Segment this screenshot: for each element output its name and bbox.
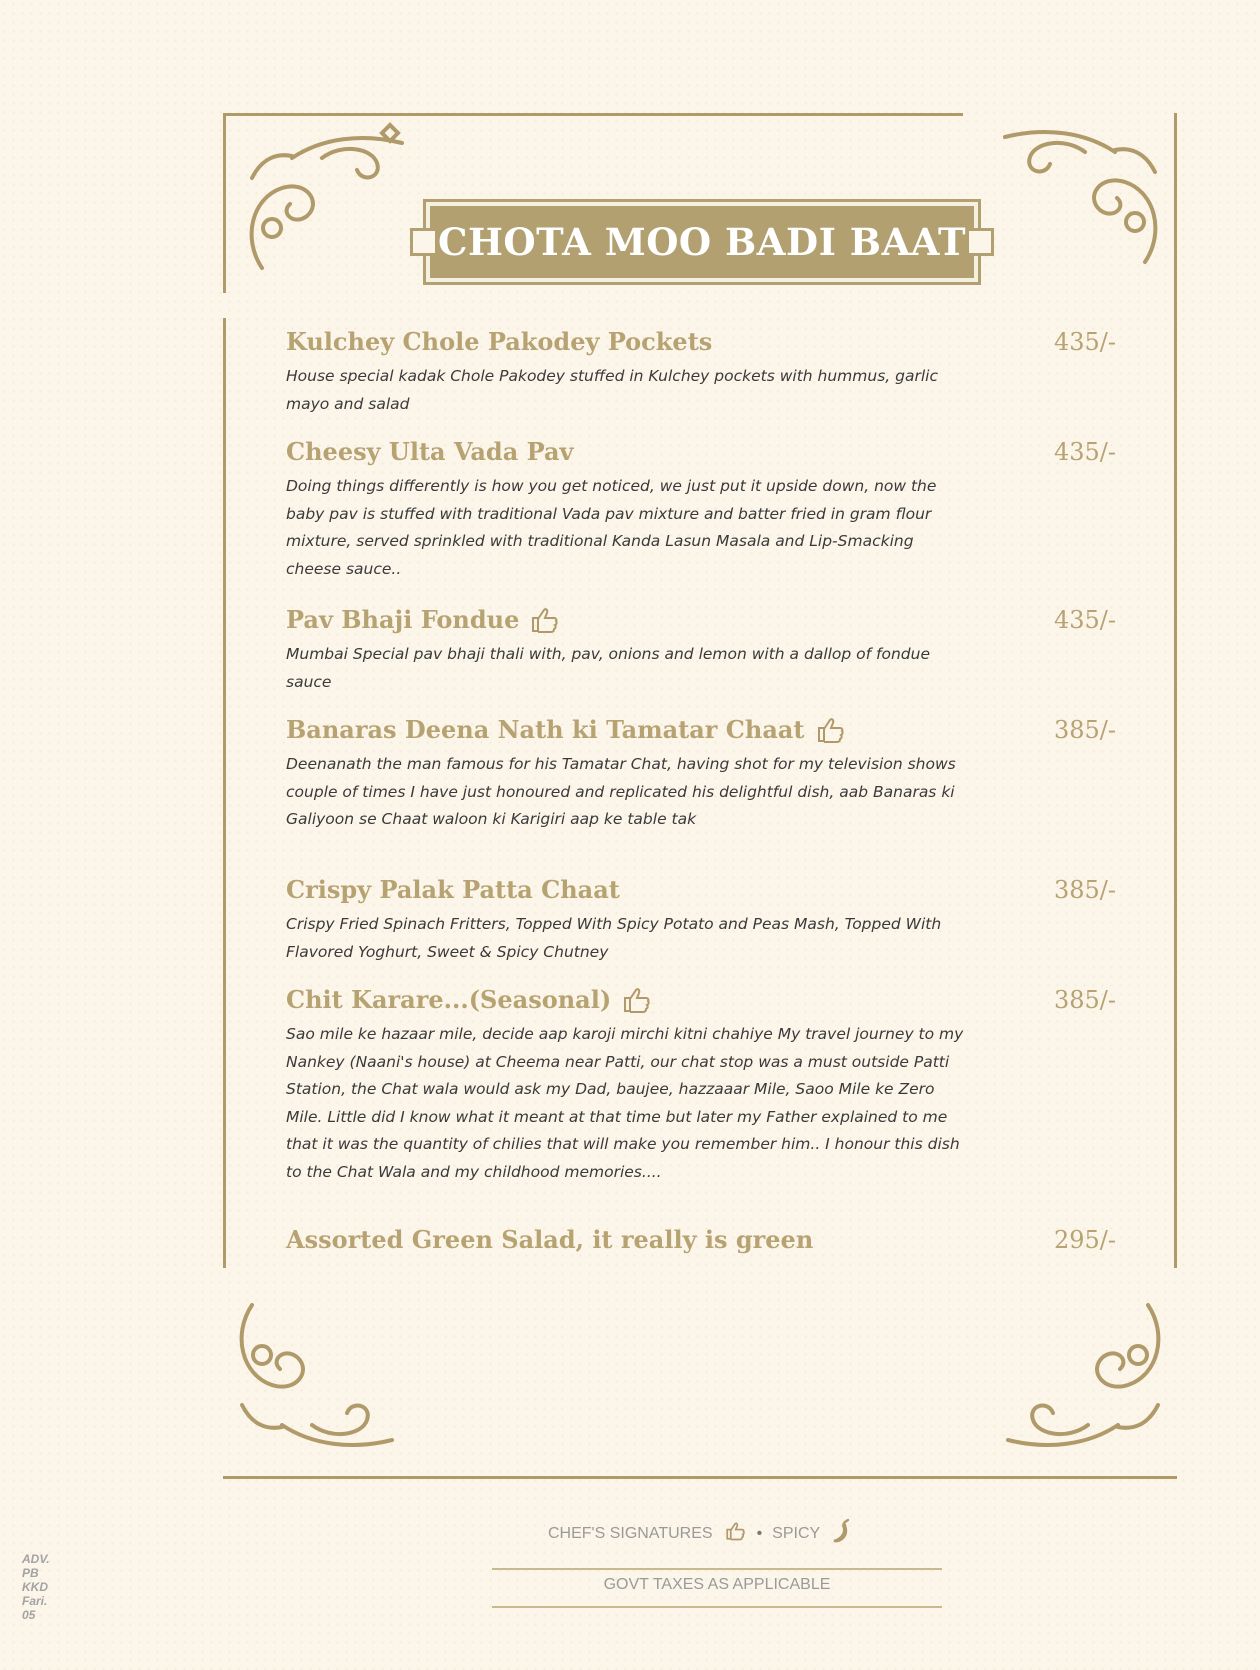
thumbs-up-icon	[723, 1519, 747, 1548]
frame-left-line	[223, 113, 226, 293]
menu-item	[286, 325, 1116, 435]
thumbs-up-icon	[527, 603, 561, 637]
print-code-line: KKD	[22, 1580, 48, 1594]
item-name: Chit Karare...(Seasonal)	[286, 983, 1116, 1017]
banner-right-cap	[966, 228, 994, 256]
item-name: Kulchey Chole Pakodey Pockets	[286, 327, 713, 356]
top-right-ornament	[970, 112, 1175, 292]
item-price: 295/-	[1053, 1226, 1116, 1254]
section-title: CHOTA MOO BADI BAAT	[438, 220, 966, 264]
banner-left-cap	[410, 228, 438, 256]
footer-rule-bottom	[492, 1606, 942, 1608]
print-code-note	[22, 1552, 50, 1622]
item-description: Crispy Fried Spinach Fritters, Topped With Spicy Potato and Peas Mash, Topped With Flavored Yoghurt, Sweet & Spicy Chutney	[286, 915, 942, 961]
footer-rule-top	[492, 1568, 942, 1570]
frame-bottom-line	[223, 1476, 1177, 1479]
item-price: 385/-	[1053, 986, 1116, 1014]
menu-item	[286, 983, 1116, 1223]
chili-icon	[830, 1518, 852, 1549]
spicy-label: SPICY	[772, 1524, 821, 1542]
bottom-right-ornament	[968, 1285, 1178, 1475]
top-left-ornament	[232, 118, 432, 298]
item-description: Mumbai Special pav bhaji thali with, pav, onions and lemon with a dallop of fondue sauce	[286, 645, 931, 691]
menu-item	[286, 873, 1116, 983]
item-description: Sao mile ke hazaar mile, decide aap karoji mirchi kitni chahiye My travel journey to my Nankey (Naani's house) at Cheema near Patti, our chat stop was a must outside Patti Station, the Chat wala would ask my Dad, baujee, hazzaaar Mile, Saoo Mile ke Zero Mile. Little did I know what it meant at that time but later my Father explained to me that it was the quantity of chilies that will make you remember him.. I honour this dish to the Chat Wala and my childhood memories....	[286, 1025, 964, 1181]
thumbs-up-icon	[619, 983, 653, 1017]
govt-taxes-note: GOVT TAXES AS APPLICABLE	[603, 1576, 831, 1593]
legend	[548, 1518, 908, 1549]
menu-item	[286, 713, 1116, 873]
item-name: Assorted Green Salad, it really is green	[286, 1225, 814, 1254]
item-price: 385/-	[1053, 876, 1116, 904]
legend-separator: •	[756, 1524, 763, 1542]
item-price: 435/-	[1053, 438, 1116, 466]
item-name: Banaras Deena Nath ki Tamatar Chaat	[286, 713, 1116, 747]
bottom-left-ornament	[222, 1285, 432, 1475]
menu-item	[286, 603, 1116, 713]
menu-list	[286, 325, 1116, 1263]
item-name: Crispy Palak Patta Chaat	[286, 875, 620, 904]
frame-top-line	[223, 113, 963, 116]
item-description: Doing things differently is how you get noticed, we just put it upside down, now the baby pav is stuffed with traditional Vada pav mixture and batter fried in gram flour mixture, served sprinkled with traditional Kanda Lasun Masala and Lip-Smacking cheese sauce..	[286, 477, 937, 578]
menu-item	[286, 1223, 1116, 1263]
item-price: 435/-	[1053, 606, 1116, 634]
print-code-line: PB	[22, 1566, 39, 1580]
menu-item	[286, 435, 1116, 603]
print-code-line: ADV.	[22, 1552, 50, 1566]
item-price: 385/-	[1053, 716, 1116, 744]
frame-left-line-long	[223, 318, 226, 1268]
chef-signatures-label: CHEF'S SIGNATURES	[548, 1524, 713, 1542]
item-price: 435/-	[1053, 328, 1116, 356]
item-name: Pav Bhaji Fondue	[286, 603, 1116, 637]
print-code-line: 05	[22, 1608, 36, 1622]
item-description: House special kadak Chole Pakodey stuffed in Kulchey pockets with hummus, garlic mayo and salad	[286, 367, 938, 413]
print-code-line: Fari.	[22, 1594, 48, 1608]
section-title-banner	[426, 202, 978, 282]
item-description: Deenanath the man famous for his Tamatar Chat, having shot for my television shows couple of times I have just honoured and replicated his delightful dish, aab Banaras ki Galiyoon se Chaat waloon ki Karigiri aap ke table tak	[286, 755, 956, 828]
thumbs-up-icon	[813, 713, 847, 747]
item-name: Cheesy Ulta Vada Pav	[286, 437, 574, 466]
